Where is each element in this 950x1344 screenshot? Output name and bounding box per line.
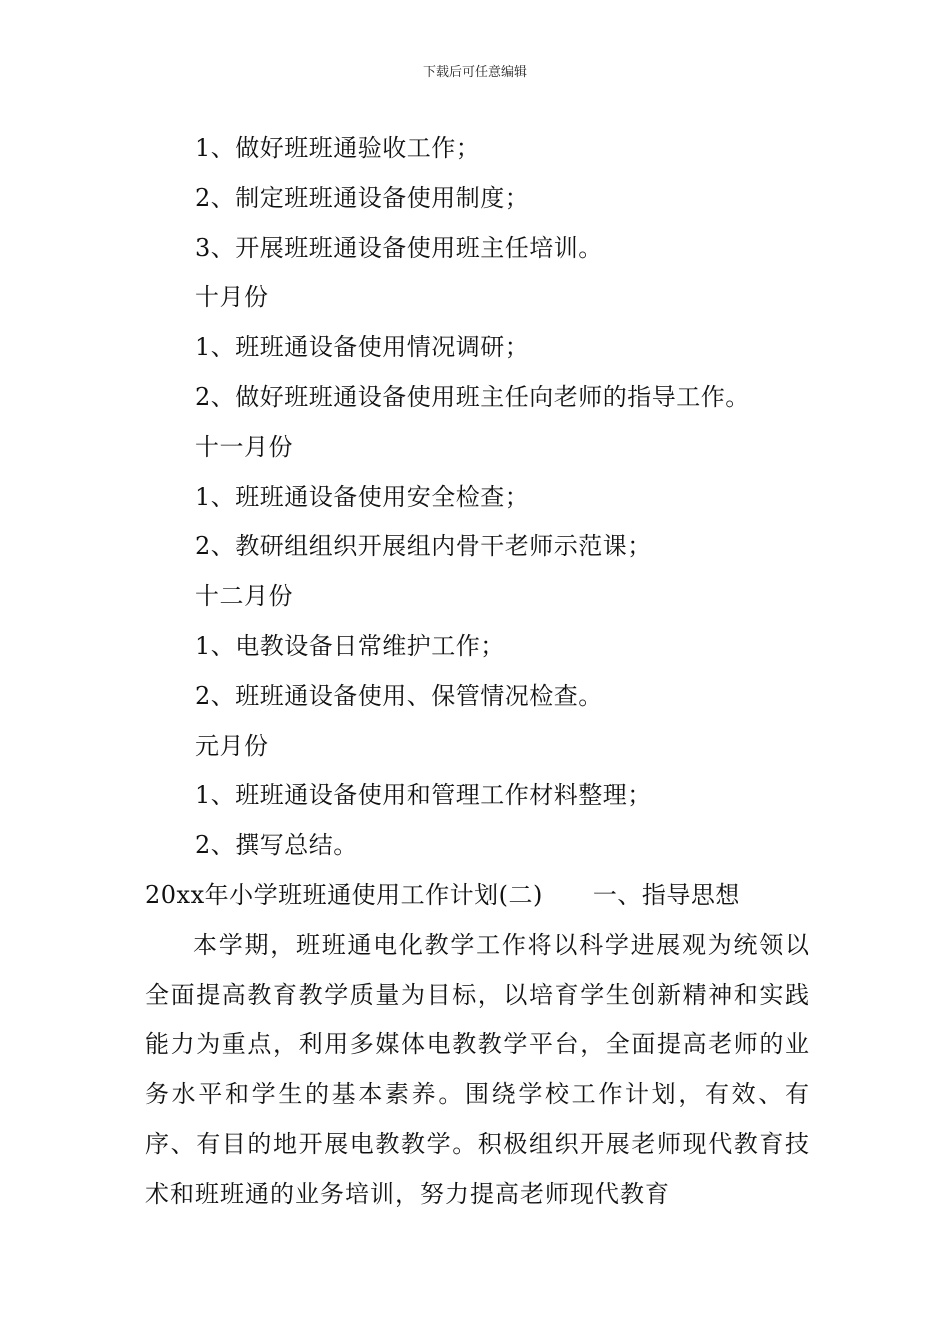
list-item: 2、制定班班通设备使用制度； (195, 183, 530, 212)
month-heading: 十月份 (195, 283, 269, 312)
list-item: 2、班班通设备使用、保管情况检查。 (195, 681, 603, 710)
list-item: 2、撰写总结。 (195, 831, 358, 860)
list-item: 1、班班通设备使用安全检查； (195, 482, 530, 511)
body-paragraph: 本学期，班班通电化教学工作将以科学进展观为统领以全面提高教育教学质量为目标，以培育学生创新精神和实践能力为重点，利用多媒体电教教学平台，全面提高老师的业务水平和学生的基本素养。围绕学校工作计划，有效、有序、有目的地开展电教教学。积极组织开展老师现代教育技术和班班通的业务培训，努力提高老师现代教育 (145, 930, 810, 1208)
section-subtitle: 一、指导思想 (592, 880, 740, 909)
list-item: 1、电教设备日常维护工作； (195, 631, 505, 660)
list-item: 1、做好班班通验收工作； (195, 134, 481, 162)
document-body (145, 124, 810, 1220)
month-heading: 十一月份 (195, 432, 293, 461)
list-item: 2、做好班班通设备使用班主任向老师的指导工作。 (195, 382, 750, 411)
section-title: 20xx年小学班班通使用工作计划(二) (145, 880, 543, 909)
month-heading: 十二月份 (195, 582, 293, 611)
list-item: 2、教研组组织开展组内骨干老师示范课； (195, 532, 652, 561)
month-heading: 元月份 (195, 731, 269, 760)
list-item: 3、开展班班通设备使用班主任培训。 (195, 233, 603, 262)
list-item: 1、班班通设备使用情况调研； (195, 333, 530, 362)
page-header: 下载后可任意编辑 (422, 65, 527, 80)
list-item: 1、班班通设备使用和管理工作材料整理； (195, 781, 652, 810)
section-heading (145, 871, 810, 921)
